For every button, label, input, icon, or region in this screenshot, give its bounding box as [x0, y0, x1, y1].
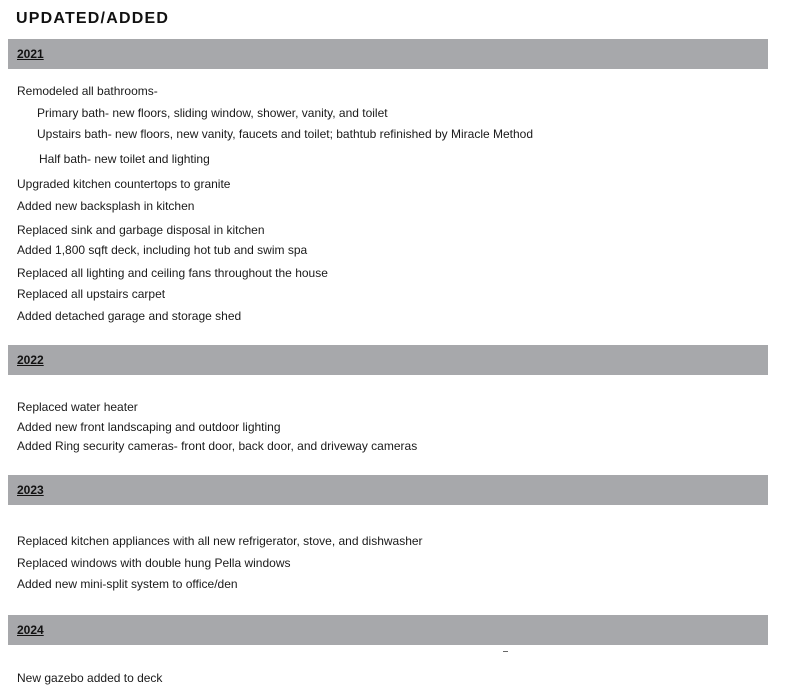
list-item: Added 1,800 sqft deck, including hot tub and swim spa — [17, 243, 308, 257]
list-item: Upstairs bath- new floors, new vanity, faucets and toilet; bathtub refinished by Miracle Method — [37, 127, 534, 141]
year-label: 2024 — [17, 623, 44, 637]
list-item: Primary bath- new floors, sliding window, shower, vanity, and toilet — [37, 106, 388, 120]
list-item: Added detached garage and storage shed — [17, 309, 242, 323]
list-item: Replaced water heater — [17, 400, 138, 414]
year-header-2022 — [8, 345, 768, 375]
year-header-2021 — [8, 39, 768, 69]
list-item: Replaced kitchen appliances with all new refrigerator, stove, and dishwasher — [17, 534, 423, 548]
list-item: Replaced sink and garbage disposal in kitchen — [17, 223, 265, 237]
page-title: UPDATED/ADDED — [16, 10, 170, 27]
list-item: Added new backsplash in kitchen — [17, 199, 195, 213]
year-label: 2022 — [17, 353, 44, 367]
stray-mark — [503, 651, 508, 652]
year-label: 2021 — [17, 47, 44, 61]
list-item: Added Ring security cameras- front door, back door, and driveway cameras — [17, 439, 418, 453]
year-header-2024 — [8, 615, 768, 645]
year-header-2023 — [8, 475, 768, 505]
list-item: New gazebo added to deck — [17, 671, 163, 685]
list-item: Added new front landscaping and outdoor lighting — [17, 420, 281, 434]
list-item: Added new mini-split system to office/den — [17, 577, 238, 591]
list-item: Replaced all lighting and ceiling fans throughout the house — [17, 266, 328, 280]
list-item: Replaced windows with double hung Pella windows — [17, 556, 291, 570]
list-item: Replaced all upstairs carpet — [17, 287, 166, 301]
list-item: Half bath- new toilet and lighting — [39, 152, 210, 166]
list-item: Remodeled all bathrooms- — [17, 84, 158, 98]
list-item: Upgraded kitchen countertops to granite — [17, 177, 231, 191]
year-label: 2023 — [17, 483, 44, 497]
